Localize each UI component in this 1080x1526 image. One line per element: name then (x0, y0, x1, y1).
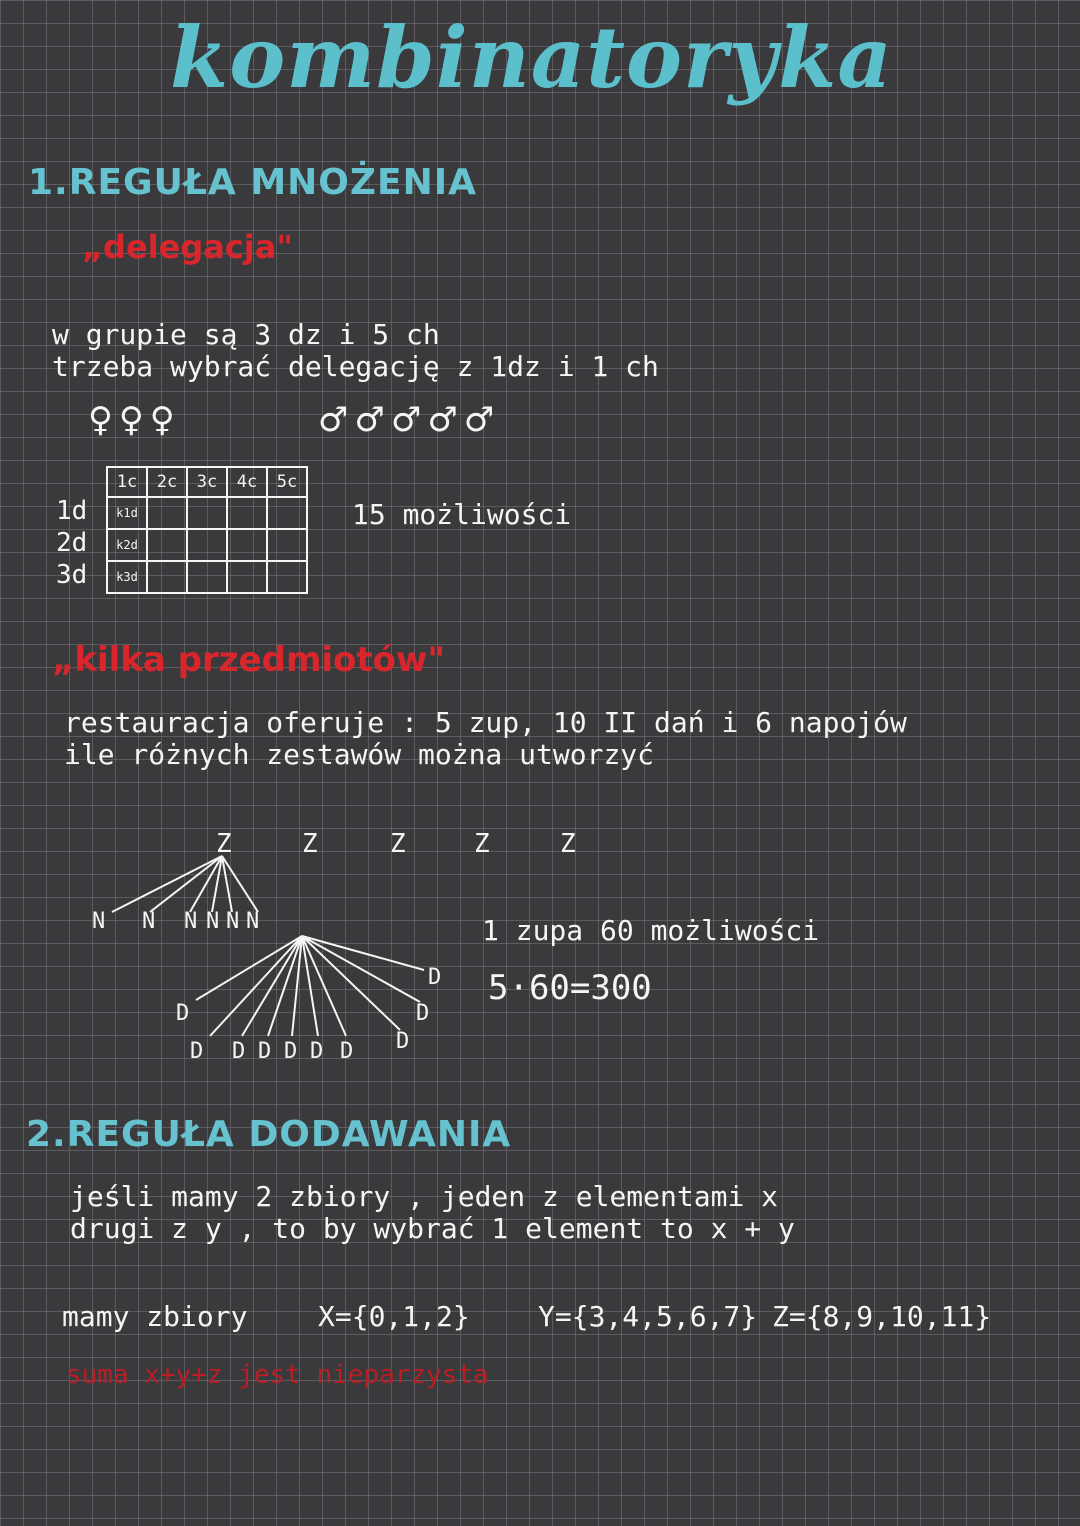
subheading-delegacja: „delegacja" (82, 228, 294, 266)
tree-node-d: D (190, 1039, 204, 1064)
set-x: X={0,1,2} (318, 1300, 470, 1333)
note-calculation: 5·60=300 (488, 968, 652, 1008)
tree-node-n: N (184, 909, 198, 934)
tree-node-d: D (340, 1039, 354, 1064)
boys-figures-icon: ♂♂♂♂♂ (318, 400, 501, 440)
tree-top-nodes (216, 829, 576, 859)
table-cell: k2d (107, 529, 147, 561)
table-row-label: 2d (56, 528, 88, 558)
section1-heading: 1.REGUŁA MNOŻENIA (28, 162, 477, 203)
table-cell: k3d (107, 561, 147, 593)
text-line-6: drugi z y , to by wybrać 1 element to x + y (70, 1212, 795, 1245)
tree-node-d: D (396, 1029, 410, 1054)
table-cell: k1d (107, 497, 147, 529)
text-line-8: suma x+y+z jest nieparzysta (66, 1360, 489, 1390)
table-header-cell: 4c (227, 467, 267, 497)
text-line-2: trzeba wybrać delegację z 1dz i 1 ch (52, 350, 659, 383)
text-line-5: jeśli mamy 2 zbiory , jeden z elementami x (70, 1180, 779, 1213)
tree-node-z: Z (302, 829, 318, 859)
set-y: Y={3,4,5,6,7} (538, 1300, 758, 1333)
tree-node-z: Z (216, 829, 232, 859)
tree-node-d: D (284, 1039, 298, 1064)
tree-node-n: N (246, 909, 260, 934)
section2-heading: 2.REGUŁA DODAWANIA (26, 1114, 512, 1155)
text-line-3: restauracja oferuje : 5 zup, 10 II dań i 6 napojów (64, 706, 907, 739)
tree-node-z: Z (474, 829, 490, 859)
tree-node-d: D (176, 1001, 190, 1026)
text-line-4: ile różnych zestawów można utworzyć (64, 738, 655, 771)
note-zupa: 1 zupa 60 możliwości (482, 914, 820, 947)
tree-node-d: D (416, 1001, 430, 1026)
table-row-label: 3d (56, 560, 88, 590)
tree-node-d: D (428, 965, 442, 990)
tree-node-n: N (92, 909, 106, 934)
table-header-cell: 1c (107, 467, 147, 497)
tree-mid-nodes (92, 909, 259, 934)
subheading-przedmioty: „kilka przedmiotów" (52, 640, 446, 680)
tree-node-d: D (258, 1039, 272, 1064)
text-line-7: mamy zbiory (62, 1300, 248, 1333)
table-header-cell: 2c (147, 467, 187, 497)
table-row-label: 1d (56, 496, 88, 526)
tree-node-d: D (310, 1039, 324, 1064)
tree-node-z: Z (560, 829, 576, 859)
set-z: Z={8,9,10,11} (772, 1300, 992, 1333)
tree-node-n: N (142, 909, 156, 934)
result-text: 15 możliwości (352, 498, 572, 531)
girls-figures-icon: ♀♀♀ (88, 400, 181, 440)
table-header-cell: 3c (187, 467, 227, 497)
table-header-cell: 5c (267, 467, 307, 497)
tree-node-n: N (226, 909, 240, 934)
page-title: kombinatoryka (170, 8, 893, 107)
tree-node-d: D (232, 1039, 246, 1064)
text-line-1: w grupie są 3 dz i 5 ch (52, 318, 440, 351)
tree-node-z: Z (390, 829, 406, 859)
tree-node-n: N (206, 909, 220, 934)
